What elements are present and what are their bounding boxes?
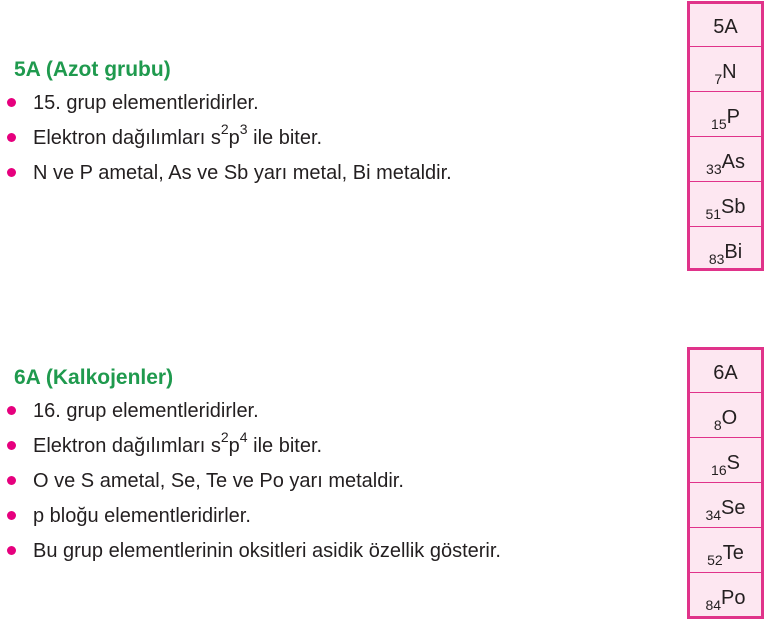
bullet-dot-icon [7, 546, 16, 555]
superscript: 4 [239, 429, 248, 446]
bullet-list [0, 398, 501, 573]
element-symbol: Sb [721, 196, 746, 218]
atomic-number: 34 [705, 507, 722, 523]
element-cell [690, 91, 761, 136]
atomic-number: 83 [708, 251, 725, 267]
element-cell [690, 437, 761, 482]
bullet-item [0, 503, 501, 538]
superscript: 3 [239, 121, 248, 138]
bullet-item [0, 90, 452, 125]
element-symbol: O [721, 407, 738, 429]
bullet-text: O ve S ametal, Se, Te ve Po yarı metaldir. [33, 470, 404, 492]
group-5a-table [687, 1, 764, 271]
bullet-text: p bloğu elementleridirler. [33, 505, 251, 527]
bullet-dot-icon [7, 441, 16, 450]
element-symbol: P [726, 106, 740, 128]
atomic-number: 16 [711, 462, 727, 478]
bullet-text: Elektron dağılımları s [33, 435, 221, 457]
bullet-text: Elektron dağılımları s [33, 127, 221, 149]
bullet-text: ile biter. [247, 435, 323, 457]
element-cell [690, 46, 761, 91]
bullet-item [0, 160, 452, 195]
bullet-text: ile biter. [247, 127, 323, 149]
bullet-dot-icon [7, 406, 16, 415]
bullet-item [0, 538, 501, 573]
atomic-number: 15 [711, 116, 727, 132]
superscript: 2 [220, 429, 229, 446]
element-symbol: N [722, 61, 737, 83]
element-symbol: Te [722, 542, 744, 564]
element-symbol: Se [721, 497, 746, 519]
bullet-item [0, 468, 501, 503]
group-label: 6A [713, 362, 738, 384]
bullet-item [0, 398, 501, 433]
bullet-text: 15. grup elementleridirler. [33, 92, 259, 114]
bullet-text: p [228, 435, 240, 457]
section-heading: 6A (Kalkojenler) [14, 366, 174, 389]
bullet-text: 16. grup elementleridirler. [33, 400, 259, 422]
element-symbol: As [721, 151, 745, 173]
bullet-item [0, 429, 501, 468]
element-symbol: S [726, 452, 740, 474]
atomic-number: 51 [705, 206, 722, 222]
element-cell [690, 136, 761, 181]
element-cell [690, 482, 761, 527]
element-symbol: Po [721, 587, 746, 609]
bullet-list [0, 90, 452, 195]
bullet-dot-icon [7, 476, 16, 485]
bullet-dot-icon [7, 98, 16, 107]
element-cell [690, 392, 761, 437]
bullet-text: N ve P ametal, As ve Sb yarı metal, Bi metaldir. [33, 162, 452, 184]
element-cell [690, 527, 761, 572]
group-6a-table [687, 347, 764, 619]
atomic-number: 8 [713, 417, 722, 433]
bullet-text: p [228, 127, 240, 149]
element-cell [690, 181, 761, 226]
section-heading: 5A (Azot grubu) [14, 58, 171, 81]
bullet-dot-icon [7, 168, 16, 177]
bullet-text: Bu grup elementlerinin oksitleri asidik özellik gösterir. [33, 540, 501, 562]
bullet-item [0, 121, 452, 160]
element-symbol: Bi [724, 241, 743, 263]
element-cell [690, 572, 761, 617]
element-cell [690, 226, 761, 271]
superscript: 2 [220, 121, 229, 138]
bullet-dot-icon [7, 133, 16, 142]
group-label: 5A [713, 16, 738, 38]
atomic-number: 84 [705, 597, 722, 613]
atomic-number: 33 [706, 161, 722, 177]
atomic-number: 7 [714, 71, 723, 87]
atomic-number: 52 [707, 552, 723, 568]
bullet-dot-icon [7, 511, 16, 520]
